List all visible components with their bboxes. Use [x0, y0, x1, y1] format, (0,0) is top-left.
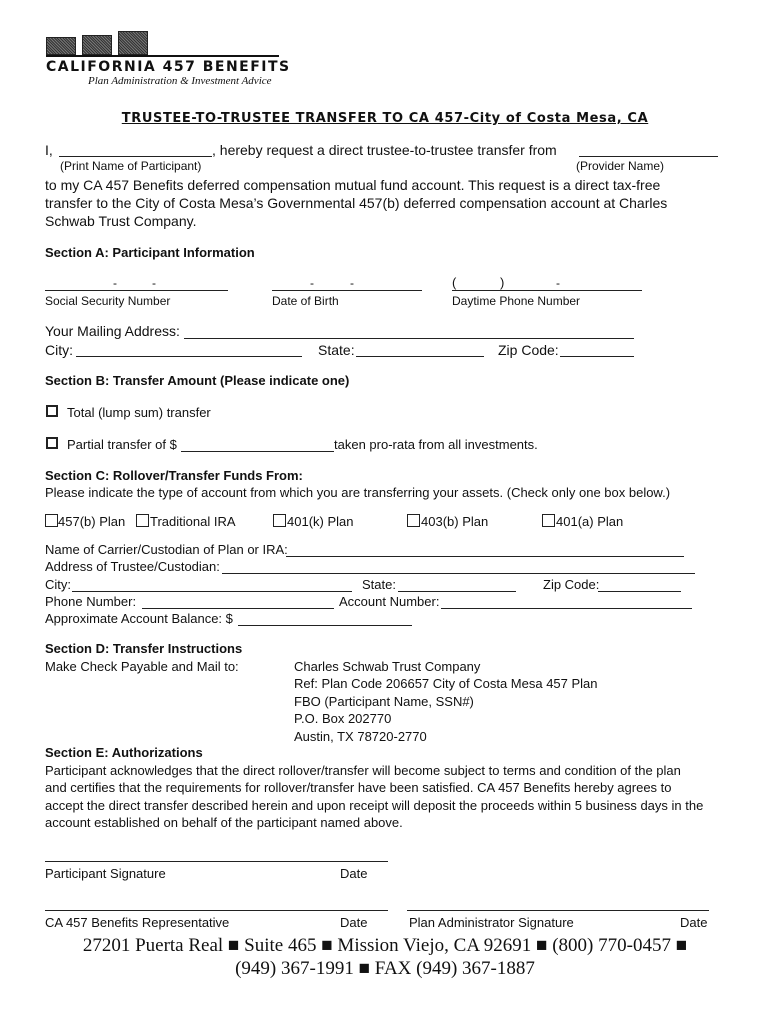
state-label: State:: [318, 342, 355, 358]
option-traditional-ira: Traditional IRA: [150, 514, 236, 529]
phone-paren-close: ): [500, 275, 505, 290]
option-401k: 401(k) Plan: [287, 514, 354, 529]
logo-block-3: [118, 31, 148, 55]
total-transfer-label: Total (lump sum) transfer: [67, 405, 211, 420]
administrator-signature-field[interactable]: [407, 910, 709, 911]
zip-field[interactable]: [560, 356, 634, 357]
partial-suffix: taken pro-rata from all investments.: [334, 437, 538, 452]
authorization-line-3: accept the direct transfer described herein and upon receipt will deposit the proceeds within 5 business days in the: [45, 798, 704, 813]
ssn-dash-2: -: [152, 276, 156, 290]
trustee-state-label: State:: [362, 577, 396, 592]
representative-label: CA 457 Benefits Representative: [45, 915, 230, 930]
checkbox-traditional-ira[interactable]: [136, 514, 149, 527]
balance-label: Approximate Account Balance: $: [45, 611, 233, 626]
partial-transfer-label: Partial transfer of $: [67, 437, 177, 452]
intro-i: I,: [45, 142, 53, 158]
section-c-heading: Section C: Rollover/Transfer Funds From:: [45, 468, 303, 483]
section-e-heading: Section E: Authorizations: [45, 745, 203, 760]
ssn-dash-1: -: [113, 276, 117, 290]
option-403b: 403(b) Plan: [421, 514, 489, 529]
ssn-underline: [45, 290, 228, 291]
dob-dash-1: -: [310, 276, 314, 290]
participant-signature-field[interactable]: [45, 861, 388, 862]
partial-amount-field[interactable]: [181, 451, 334, 452]
payee-line-3: FBO (Participant Name, SSN#): [294, 694, 474, 709]
dob-underline: [272, 290, 422, 291]
section-b-heading: Section B: Transfer Amount (Please indicate one): [45, 373, 350, 388]
phone-dash: -: [556, 276, 560, 290]
phone-label: Daytime Phone Number: [452, 294, 581, 308]
participant-name-field[interactable]: [59, 156, 212, 157]
carrier-field[interactable]: [286, 556, 684, 557]
trustee-address-label: Address of Trustee/Custodian:: [45, 559, 220, 574]
city-label: City:: [45, 342, 73, 358]
trustee-phone-label: Phone Number:: [45, 594, 137, 609]
company-name: CALIFORNIA 457 BENEFITS: [46, 59, 291, 75]
payee-line-1: Charles Schwab Trust Company: [294, 659, 481, 674]
phone-paren-open: (: [452, 275, 457, 290]
administrator-date-label: Date: [680, 915, 708, 930]
option-457b: 457(b) Plan: [58, 514, 126, 529]
intro-request: , hereby request a direct trustee-to-trustee transfer from: [212, 142, 557, 158]
section-d-heading: Section D: Transfer Instructions: [45, 641, 243, 656]
account-number-label: Account Number:: [339, 594, 440, 609]
participant-date-label: Date: [340, 866, 368, 881]
provider-name-field[interactable]: [579, 156, 718, 157]
payee-line-4: P.O. Box 202770: [294, 711, 392, 726]
checkbox-457b[interactable]: [45, 514, 58, 527]
print-name-caption: (Print Name of Participant): [60, 159, 202, 173]
mailing-address-field[interactable]: [184, 338, 634, 339]
section-a-heading: Section A: Participant Information: [45, 245, 255, 260]
checkbox-401a[interactable]: [542, 514, 555, 527]
representative-date-label: Date: [340, 915, 368, 930]
authorization-line-4: account established on behalf of the participant named above.: [45, 815, 403, 830]
authorization-line-2: and certifies that the requirements for rollover/transfer have been satisfied. CA 457 Benefits hereby agrees to: [45, 780, 672, 795]
trustee-address-field[interactable]: [222, 573, 695, 574]
logo-block-2: [82, 35, 112, 55]
footer-phone: (949) 367-1991 ■ FAX (949) 367-1887: [235, 958, 535, 979]
payable-label: Make Check Payable and Mail to:: [45, 659, 239, 674]
balance-field[interactable]: [238, 625, 412, 626]
logo-rule: [46, 55, 279, 57]
total-transfer-checkbox[interactable]: [46, 405, 58, 417]
intro-line-3: Schwab Trust Company.: [45, 213, 197, 229]
participant-signature-label: Participant Signature: [45, 866, 166, 881]
phone-underline: [452, 290, 642, 291]
zip-label: Zip Code:: [498, 342, 559, 358]
trustee-zip-label: Zip Code:: [543, 577, 600, 592]
trustee-city-label: City:: [45, 577, 71, 592]
partial-transfer-checkbox[interactable]: [46, 437, 58, 449]
dob-dash-2: -: [350, 276, 354, 290]
account-number-field[interactable]: [441, 608, 692, 609]
logo-block-1: [46, 37, 76, 55]
city-field[interactable]: [76, 356, 302, 357]
intro-line-2: transfer to the City of Costa Mesa’s Governmental 457(b) deferred compensation account at Charles: [45, 195, 668, 211]
provider-name-caption: (Provider Name): [576, 159, 665, 173]
dob-label: Date of Birth: [272, 294, 339, 308]
page-title: TRUSTEE-TO-TRUSTEE TRANSFER TO CA 457-City of Costa Mesa, CA: [121, 111, 649, 126]
trustee-state-field[interactable]: [398, 591, 516, 592]
state-field[interactable]: [356, 356, 484, 357]
mailing-address-label: Your Mailing Address:: [45, 323, 180, 339]
carrier-label: Name of Carrier/Custodian of Plan or IRA:: [45, 542, 288, 557]
authorization-line-1: Participant acknowledges that the direct rollover/transfer will become subject to terms and condition of the plan: [45, 763, 681, 778]
checkbox-401k[interactable]: [273, 514, 286, 527]
ssn-label: Social Security Number: [45, 294, 171, 308]
intro-line-1: to my CA 457 Benefits deferred compensation mutual fund account. This request is a direct tax-free: [45, 177, 661, 193]
administrator-label: Plan Administrator Signature: [409, 915, 574, 930]
representative-signature-field[interactable]: [45, 910, 388, 911]
trustee-zip-field[interactable]: [598, 591, 681, 592]
company-tagline: Plan Administration & Investment Advice: [88, 75, 272, 87]
payee-line-5: Austin, TX 78720-2770: [294, 729, 427, 744]
checkbox-403b[interactable]: [407, 514, 420, 527]
trustee-phone-field[interactable]: [142, 608, 334, 609]
payee-line-2: Ref: Plan Code 206657 City of Costa Mesa 457 Plan: [294, 676, 598, 691]
footer-address: 27201 Puerta Real ■ Suite 465 ■ Mission Viejo, CA 92691 ■ (800) 770-0457 ■: [82, 935, 688, 956]
trustee-city-field[interactable]: [72, 591, 352, 592]
option-401a: 401(a) Plan: [556, 514, 624, 529]
section-c-instruction: Please indicate the type of account from which you are transferring your assets. (Check only one box below.): [45, 485, 671, 500]
